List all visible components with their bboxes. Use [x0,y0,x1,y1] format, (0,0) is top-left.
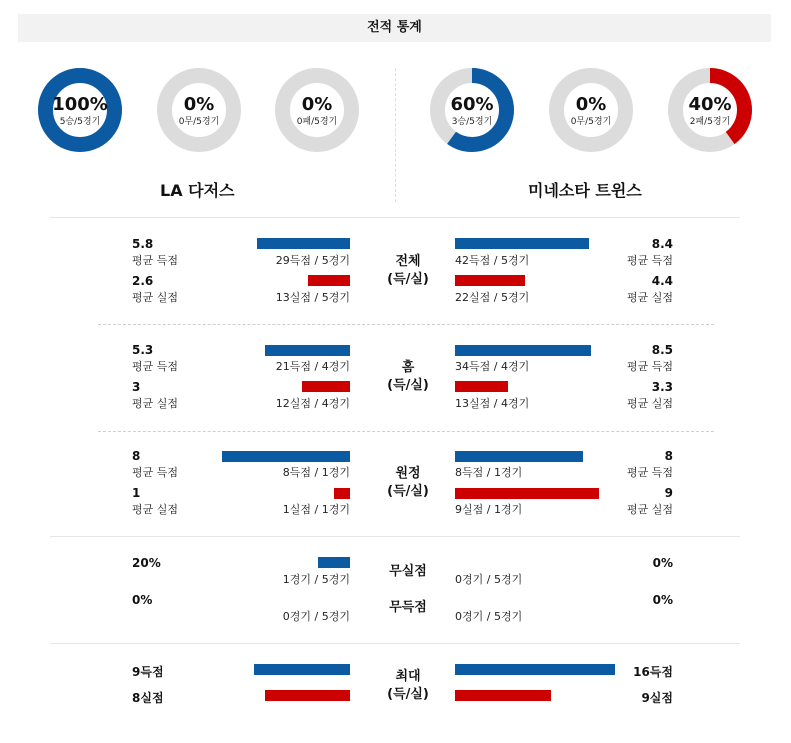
right-scored-detail: 42득점 / 5경기 [455,254,530,267]
right-max-scored-bar [455,664,615,675]
right-scored-detail: 8득점 / 1경기 [455,466,523,479]
team-name-right: 미네소타 트윈스 [528,181,642,200]
left-avg-allowed-value: 2.6 [132,274,154,288]
right-avg-allowed-label: 평균 실점 [626,397,673,410]
right-avg-scored-value: 8 [664,449,673,463]
divider [98,431,714,432]
left-avg-allowed-value: 1 [132,486,141,500]
divider [98,324,714,325]
right-noscore-value: 0% [652,593,673,607]
left-avg-scored-label: 평균 득점 [132,360,179,373]
divider [50,217,740,218]
left-noscore-value: 0% [132,593,153,607]
left-max-scored: 9득점 [132,665,164,679]
category-title: 전체 [395,254,421,269]
right-avg-allowed-value: 3.3 [651,380,673,394]
donut-right-win [430,68,514,152]
left-scored-bar [265,345,350,356]
donut-detail: 3승/5경기 [451,117,493,127]
left-allowed-bar [334,488,350,499]
right-max-scored: 16득점 [633,665,673,679]
category-title: 원정 [395,466,421,481]
right-allowed-bar [455,275,525,286]
category-subtitle: (득/실) [387,687,429,702]
right-allowed-bar [455,488,599,499]
category-subtitle: (득/실) [387,484,429,499]
right-max-allowed-bar [455,690,551,701]
donut-detail: 0패/5경기 [296,117,338,127]
right-avg-scored-label: 평균 득점 [626,466,673,479]
right-avg-scored-label: 평균 득점 [626,254,673,267]
right-avg-scored-label: 평균 득점 [626,360,673,373]
left-allowed-bar [302,381,350,392]
left-allowed-detail: 12실점 / 4경기 [275,397,350,410]
right-allowed-detail: 13실점 / 4경기 [455,397,530,410]
category-label-away [368,465,448,501]
left-scored-detail: 29득점 / 5경기 [275,254,350,267]
divider [50,536,740,537]
left-shutout-detail: 1경기 / 5경기 [282,573,350,586]
right-avg-scored-value: 8.4 [651,237,673,251]
left-avg-allowed-label: 평균 실점 [132,503,179,516]
donut-percent: 100% [52,94,108,115]
category-label-max [368,668,448,704]
donut-detail: 2패/5경기 [689,117,731,127]
category-subtitle: (득/실) [387,272,429,287]
category-label-noscore: 무득점 [389,600,427,615]
left-avg-scored-value: 8 [132,449,141,463]
right-scored-detail: 34득점 / 4경기 [455,360,530,373]
category-label-shutout: 무실점 [389,564,427,579]
left-avg-scored-label: 평균 득점 [132,254,179,267]
donut-percent: 0% [575,94,607,115]
donut-detail: 0무/5경기 [570,117,612,127]
donut-percent: 0% [301,94,333,115]
left-avg-scored-value: 5.8 [132,237,154,251]
left-max-allowed-bar [265,690,350,701]
left-max-scored-bar [254,664,350,675]
category-label-total [368,253,448,289]
right-noscore-detail: 0경기 / 5경기 [455,610,523,623]
left-avg-allowed-label: 평균 실점 [132,291,179,304]
right-allowed-bar [455,381,508,392]
right-avg-scored-value: 8.5 [651,343,673,357]
left-avg-scored-label: 평균 득점 [132,466,179,479]
right-scored-bar [455,451,583,462]
left-allowed-bar [308,275,350,286]
right-allowed-detail: 9실점 / 1경기 [455,503,523,516]
left-shutout-bar [318,557,350,568]
left-allowed-detail: 13실점 / 5경기 [275,291,350,304]
donut-percent: 0% [183,94,215,115]
donut-left-loss [275,68,359,152]
donut-percent: 40% [688,94,732,115]
donut-percent: 60% [450,94,494,115]
donut-detail: 0무/5경기 [178,117,220,127]
left-scored-bar [257,238,350,249]
right-scored-bar [455,238,589,249]
donut-left-win [38,68,122,152]
right-shutout-detail: 0경기 / 5경기 [455,573,523,586]
team-divider [395,68,396,202]
right-avg-allowed-value: 4.4 [651,274,673,288]
left-avg-allowed-value: 3 [132,380,141,394]
right-scored-bar [455,345,591,356]
right-avg-allowed-value: 9 [664,486,673,500]
right-avg-allowed-label: 평균 실점 [626,503,673,516]
donut-left-draw [157,68,241,152]
category-subtitle: (득/실) [387,378,429,393]
right-shutout-value: 0% [652,556,673,570]
category-title: 홈 [401,360,415,375]
left-noscore-detail: 0경기 / 5경기 [282,610,350,623]
left-scored-detail: 8득점 / 1경기 [282,466,350,479]
right-allowed-detail: 22실점 / 5경기 [455,291,530,304]
donut-right-loss [668,68,752,152]
category-label-home [368,359,448,395]
left-scored-detail: 21득점 / 4경기 [275,360,350,373]
donut-detail: 5승/5경기 [59,117,101,127]
left-max-allowed: 8실점 [132,691,164,705]
right-max-allowed: 9실점 [641,691,673,705]
left-avg-allowed-label: 평균 실점 [132,397,179,410]
left-scored-bar [222,451,350,462]
category-title: 최대 [395,669,421,684]
team-name-left: LA 다저스 [160,181,235,200]
donut-right-draw [549,68,633,152]
left-shutout-value: 20% [132,556,161,570]
divider [50,643,740,644]
left-avg-scored-value: 5.3 [132,343,154,357]
left-allowed-detail: 1실점 / 1경기 [282,503,350,516]
right-avg-allowed-label: 평균 실점 [626,291,673,304]
section-title: 전적 통계 [18,14,771,42]
